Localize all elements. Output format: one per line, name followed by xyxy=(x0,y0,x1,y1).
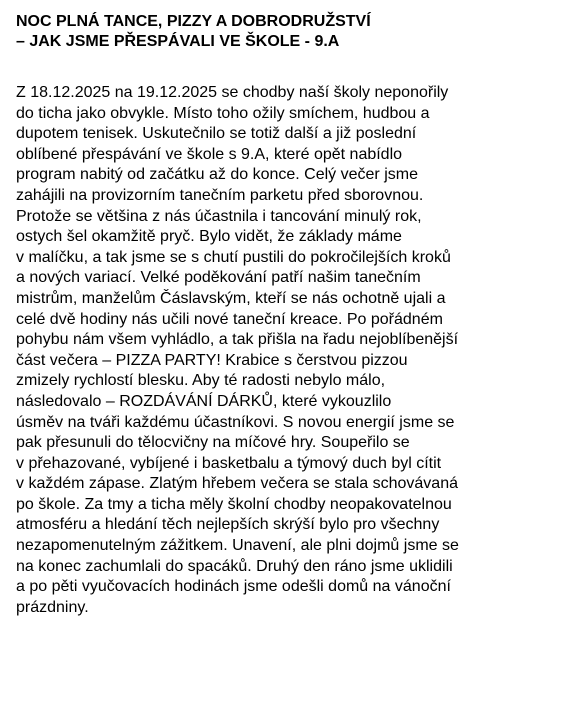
article-body-line: mistrům, manželům Čáslavským, kteří se nás ochotně ujali a xyxy=(16,289,446,307)
article-body-line: program nabitý od začátku až do konce. Celý večer jsme xyxy=(16,166,418,184)
article-body-line: celé dvě hodiny nás učili nové taneční kreace. Po pořádném xyxy=(16,310,443,328)
article-body-line: a po pěti vyučovacích hodinách jsme odešli domů na vánoční xyxy=(16,578,451,596)
article xyxy=(16,12,551,618)
article-body-line: prázdniny. xyxy=(16,598,89,616)
article-body-line: v přehazované, vybíjené i basketbalu a týmový duch byl cítit xyxy=(16,454,442,472)
article-body-line: pak přesunuli do tělocvičny na míčové hry. Soupeřilo se xyxy=(16,434,410,452)
article-title-line: NOC PLNÁ TANCE, PIZZY A DOBRODRUŽSTVÍ xyxy=(16,13,371,30)
article-body-line: úsměv na tváři každému účastníkovi. S novou energií jsme se xyxy=(16,413,455,431)
article-body-line: na konec zachumlali do spacáků. Druhý den ráno jsme uklidili xyxy=(16,557,453,575)
article-body-line: po škole. Za tmy a ticha měly školní chodby neopakovatelnou xyxy=(16,495,452,513)
article-title xyxy=(16,12,551,52)
article-body-line: následovalo – ROZDÁVÁNÍ DÁRKŮ, které vykouzlilo xyxy=(16,392,392,410)
article-body-line: Protože se většina z nás účastnila i tancování minulý rok, xyxy=(16,207,422,225)
article-body-line: zmizely rychlostí blesku. Aby té radosti nebylo málo, xyxy=(16,372,386,390)
article-body xyxy=(16,83,551,618)
article-body-line: pohybu nám všem vyhládlo, a tak přišla na řadu nejoblíbenější xyxy=(16,331,459,349)
article-body-line: do ticha jako obvykle. Místo toho ožily smíchem, hudbou a xyxy=(16,104,430,122)
article-body-line: dupotem tenisek. Uskutečnilo se totiž další a již poslední xyxy=(16,125,417,143)
article-body-line: Z 18.12.2025 na 19.12.2025 se chodby naší školy neponořily xyxy=(16,84,449,101)
article-body-line: v malíčku, a tak jsme se s chutí pustili do pokročilejších kroků xyxy=(16,248,451,266)
article-body-line: v každém zápase. Zlatým hřebem večera se stala schovávaná xyxy=(16,475,458,493)
article-body-line: nezapomenutelným zážitkem. Unavení, ale plni dojmů jsme se xyxy=(16,537,459,555)
article-title-line: – JAK JSME PŘESPÁVALI VE ŠKOLE - 9.A xyxy=(16,33,340,50)
article-body-line: atmosféru a hledání těch nejlepších skrýší bylo pro všechny xyxy=(16,516,440,534)
article-body-line: ostych šel okamžitě pryč. Bylo vidět, že základy máme xyxy=(16,228,402,246)
article-body-line: a nových variací. Velké poděkování patří našim tanečním xyxy=(16,269,421,287)
article-body-line: část večera – PIZZA PARTY! Krabice s čerstvou pizzou xyxy=(16,351,408,369)
article-body-line: zahájili na provizorním tanečním parketu před sborovnou. xyxy=(16,186,424,204)
article-body-line: oblíbené přespávání ve škole s 9.A, které opět nabídlo xyxy=(16,145,403,163)
